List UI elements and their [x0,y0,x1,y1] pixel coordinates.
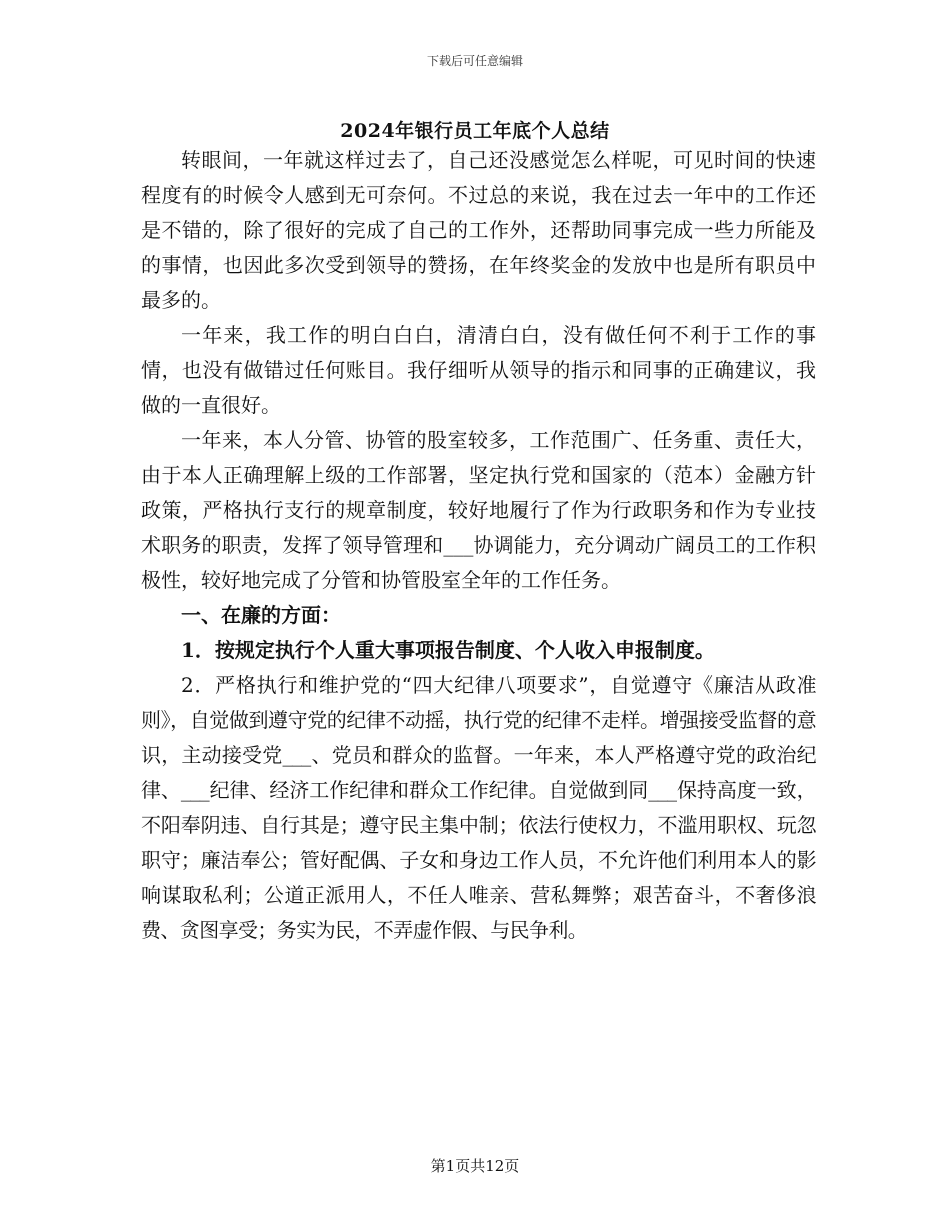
item-1: 1．按规定执行个人重大事项报告制度、个人收入申报制度。 [181,638,715,662]
paragraph-intro: 转眼间，一年就这样过去了，自己还没感觉怎么样呢，可见时间的快速程度有的时候令人感到无可奈何。不过总的来说，我在过去一年中的工作还是不错的，除了很好的完成了自己的工作外，还帮助同事完成一些力所能及的事情，也因此多次受到领导的赞扬，在年终奖金的发放中也是所有职员中最多的。 [141,148,816,312]
paragraph-work-conduct: 一年来，我工作的明白白白，清清白白，没有做任何不利于工作的事情，也没有做错过任何账目。我仔细听从领导的指示和同事的正确建议，我做的一直很好。 [141,323,816,417]
page-footer: 第1页共12页 [430,1157,520,1175]
document-title: 2024年银行员工年底个人总结 [340,120,610,142]
section-heading-integrity: 一、在廉的方面： [181,603,341,627]
paragraph-responsibilities: 一年来，本人分管、协管的股室较多，工作范围广、任务重、责任大，由于本人正确理解上级的工作部署，坚定执行党和国家的（范本）金融方针政策，严格执行支行的规章制度，较好地履行了作为行政职务和作为专业技术职务的职责，发挥了领导管理和___协调能力，充分调动广阔员工的工作积极性，较好地完成了分管和协管股室全年的工作任务。 [141,428,816,592]
item-2: 2．严格执行和维护党的“四大纪律八项要求”，自觉遵守《廉洁从政准则》，自觉做到遵守党的纪律不动摇，执行党的纪律不走样。增强接受监督的意识，主动接受党___、党员和群众的监督。一年来，本人严格遵守党的政治纪律、___纪律、经济工作纪律和群众工作纪律。自觉做到同___保持高度一致，不阳奉阴违、自行其是；遵守民主集中制；依法行使权力，不滥用职权、玩忽职守；廉洁奉公；管好配偶、子女和身边工作人员，不允许他们利用本人的影响谋取私利；公道正派用人，不任人唯亲、营私舞弊；艰苦奋斗，不奢侈浪费、贪图享受；务实为民，不弄虚作假、与民争利。 [141,673,816,942]
header-note: 下载后可任意编辑 [426,54,523,68]
document-body [141,143,816,948]
